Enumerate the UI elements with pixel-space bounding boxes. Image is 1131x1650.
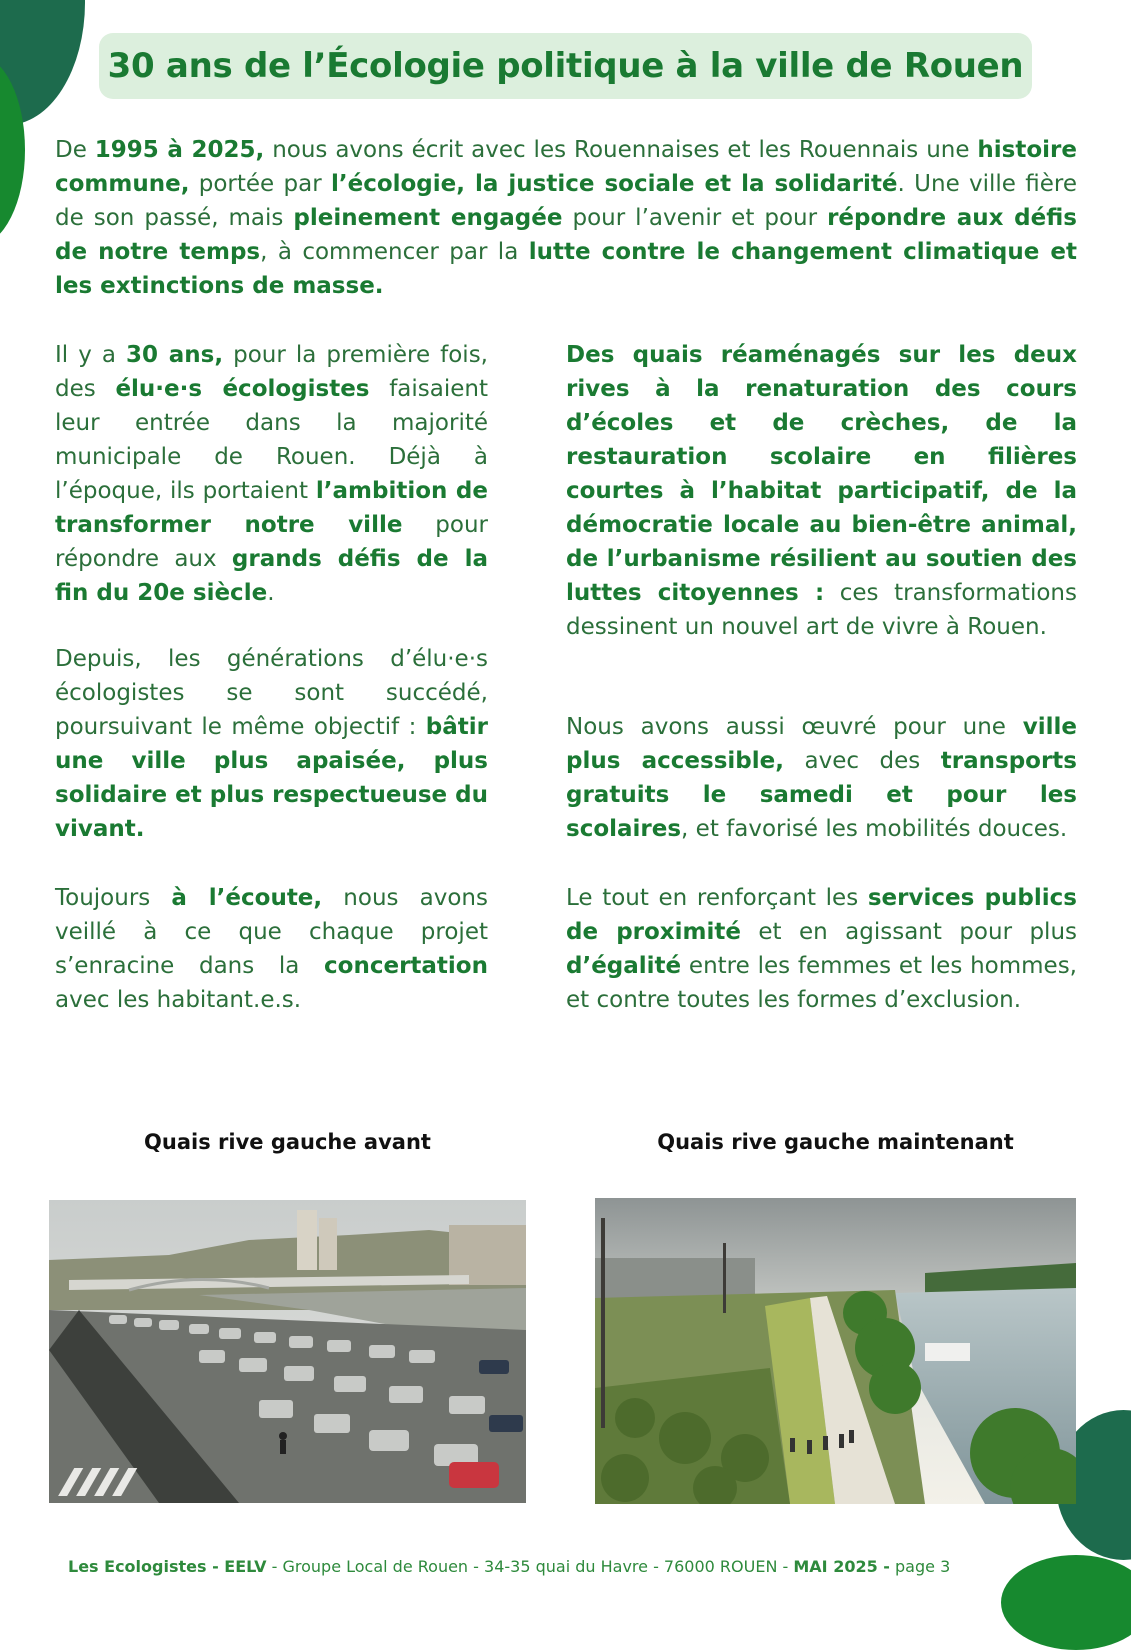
body-text: . Une ville fière de son passé, mais	[55, 171, 1078, 231]
emphasis-text: grands défis de la fin du 20e siècle	[55, 546, 488, 606]
intro-paragraph	[55, 133, 1077, 303]
emphasis-text: l’ambition de transformer notre ville	[55, 478, 488, 538]
page-footer	[68, 1557, 950, 1576]
left-paragraph-3	[55, 881, 488, 1017]
emphasis-text: 1995 à 2025,	[94, 137, 265, 163]
body-text: , à commencer par la	[260, 239, 529, 265]
body-text: entre les femmes et les hommes, et contre toutes les formes d’exclusion.	[566, 953, 1077, 1013]
footer-page: page 3	[889, 1557, 951, 1576]
body-text: ces transformations dessinent un nouvel art de vivre à Rouen.	[566, 580, 1077, 640]
emphasis-text: élu·e·s écologistes	[115, 376, 370, 402]
body-text: Il y a	[55, 342, 126, 368]
emphasis-text: à l’écoute,	[171, 885, 323, 911]
body-text: Le tout en renforçant les	[566, 885, 868, 911]
page-title: 30 ans de l’Écologie politique à la ville de Rouen	[107, 46, 1024, 86]
emphasis-text: histoire commune,	[55, 137, 1077, 197]
emphasis-text: répondre aux défis de notre temps	[55, 205, 1077, 265]
body-text: faisaient leur entrée dans la majorité municipale de Rouen. Déjà à l’époque, ils portaient	[55, 376, 488, 504]
emphasis-text: ville plus accessible,	[566, 714, 1077, 774]
emphasis-text: Des quais réaménagés sur les deux rives à la renaturation des cours d’écoles et de crèches, de la restauration scolaire en filières courtes à l’habitat participatif, de la démocratie locale au bien-être animal, de l’urbanisme résilient au soutien des luttes citoyennes :	[566, 342, 1077, 606]
left-paragraph-2	[55, 642, 488, 846]
body-text: et en agissant pour plus	[740, 919, 1077, 945]
footer-address: - Groupe Local de Rouen - 34-35 quai du Havre - 76000 ROUEN -	[266, 1557, 794, 1576]
title-banner	[99, 33, 1032, 99]
photo-quais-before	[49, 1200, 526, 1503]
body-text: pour répondre aux	[55, 512, 488, 572]
photo-quais-after	[595, 1198, 1076, 1504]
body-text: .	[267, 580, 275, 606]
body-text: Toujours	[55, 885, 172, 911]
body-text: pour l’avenir et pour	[562, 205, 828, 231]
body-text: nous avons veillé à ce que chaque projet s’enracine dans la	[55, 885, 488, 979]
emphasis-text: concertation	[324, 953, 488, 979]
body-text: Nous avons aussi œuvré pour une	[566, 714, 1023, 740]
emphasis-text: transports gratuits le samedi et pour les scolaires	[566, 748, 1077, 842]
body-text: avec des	[783, 748, 941, 774]
body-text: De	[55, 137, 95, 163]
left-paragraph-1	[55, 338, 488, 610]
emphasis-text: lutte contre le changement climatique et les extinctions de masse.	[55, 239, 1077, 299]
body-text: pour la première fois, des	[55, 342, 488, 402]
emphasis-text: l’écologie, la justice sociale et la solidarité	[330, 171, 898, 197]
emphasis-text: services publics de proximité	[566, 885, 1077, 945]
emphasis-text: 30 ans,	[126, 342, 224, 368]
emphasis-text: d’égalité	[566, 953, 682, 979]
caption-after: Quais rive gauche maintenant	[657, 1130, 1014, 1154]
body-text: nous avons écrit avec les Rouennaises et les Rouennais une	[264, 137, 978, 163]
emphasis-text: bâtir une ville plus apaisée, plus solidaire et plus respectueuse du vivant.	[55, 714, 488, 842]
emphasis-text: pleinement engagée	[293, 205, 563, 231]
right-paragraph-1	[566, 338, 1077, 644]
right-paragraph-3	[566, 881, 1077, 1017]
right-paragraph-2	[566, 710, 1077, 846]
caption-before: Quais rive gauche avant	[144, 1130, 431, 1154]
body-text: Depuis, les générations d’élu·e·s écologistes se sont succédé, poursuivant le même objectif :	[55, 646, 488, 740]
footer-date: MAI 2025 -	[793, 1557, 890, 1576]
body-text: portée par	[189, 171, 331, 197]
body-text: , et favorisé les mobilités douces.	[681, 816, 1068, 842]
footer-org: Les Ecologistes - EELV	[68, 1557, 267, 1576]
corner-decoration	[1001, 1555, 1131, 1650]
body-text: avec les habitant.e.s.	[55, 987, 302, 1013]
